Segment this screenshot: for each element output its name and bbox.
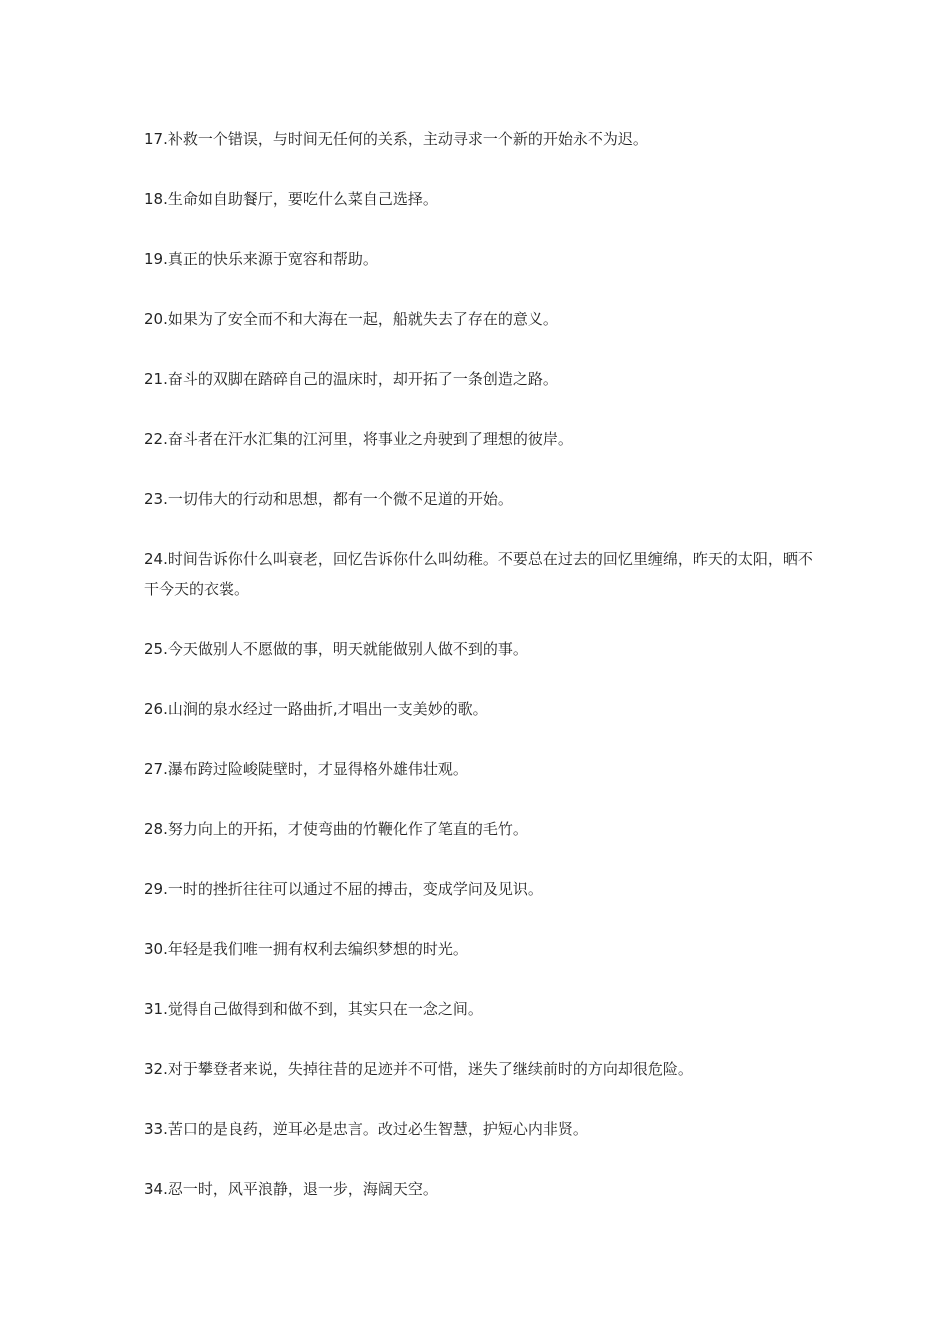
quote-item: 20.如果为了安全而不和大海在一起，船就失去了存在的意义。 xyxy=(144,310,558,328)
quote-item: 33.苦口的是良药，逆耳必是忠言。改过必生智慧，护短心内非贤。 xyxy=(144,1120,588,1138)
quote-item: 23.一切伟大的行动和思想，都有一个微不足道的开始。 xyxy=(144,490,513,508)
quote-item: 28.努力向上的开拓，才使弯曲的竹鞭化作了笔直的毛竹。 xyxy=(144,820,528,838)
quote-item: 29.一时的挫折往往可以通过不屈的搏击，变成学问及见识。 xyxy=(144,880,543,898)
quote-item: 26.山涧的泉水经过一路曲折,才唱出一支美妙的歌。 xyxy=(144,700,488,718)
quote-item: 32.对于攀登者来说，失掉往昔的足迹并不可惜，迷失了继续前时的方向却很危险。 xyxy=(144,1060,693,1078)
quote-item: 18.生命如自助餐厅，要吃什么菜自己选择。 xyxy=(144,190,438,208)
quote-item: 30.年轻是我们唯一拥有权利去编织梦想的时光。 xyxy=(144,940,468,958)
quote-item: 22.奋斗者在汗水汇集的江河里，将事业之舟驶到了理想的彼岸。 xyxy=(144,430,573,448)
quote-item: 25.今天做别人不愿做的事，明天就能做别人做不到的事。 xyxy=(144,640,528,658)
quote-item: 31.觉得自己做得到和做不到，其实只在一念之间。 xyxy=(144,1000,483,1018)
quote-list xyxy=(144,124,824,1234)
quote-item: 34.忍一时，风平浪静，退一步，海阔天空。 xyxy=(144,1180,438,1198)
quote-item: 24.时间告诉你什么叫衰老，回忆告诉你什么叫幼稚。不要总在过去的回忆里缠绵，昨天的太阳，晒不干今天的衣裳。 xyxy=(144,550,813,598)
quote-item: 27.瀑布跨过险峻陡壁时，才显得格外雄伟壮观。 xyxy=(144,760,468,778)
quote-item: 19.真正的快乐来源于宽容和帮助。 xyxy=(144,250,378,268)
quote-item: 17.补救一个错误，与时间无任何的关系，主动寻求一个新的开始永不为迟。 xyxy=(144,130,648,148)
quote-item: 21.奋斗的双脚在踏碎自己的温床时，却开拓了一条创造之路。 xyxy=(144,370,558,388)
